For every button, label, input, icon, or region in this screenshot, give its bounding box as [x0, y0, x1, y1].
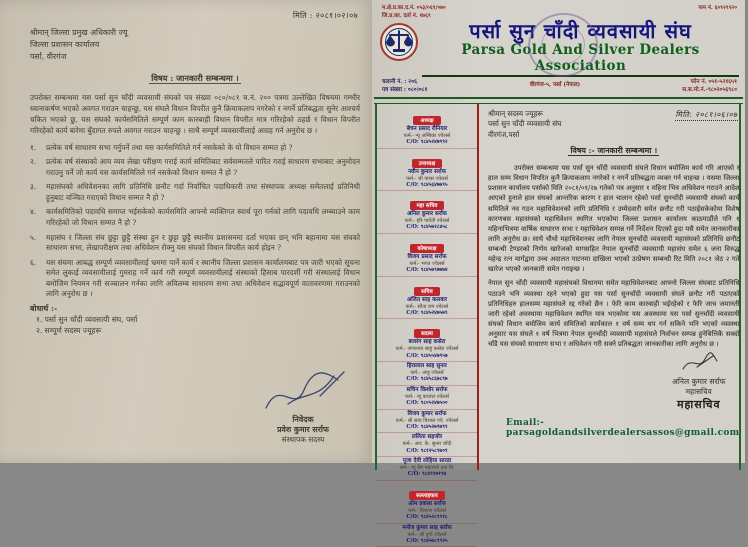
official-entry	[377, 386, 477, 410]
addressee-line: श्रीमान् जिल्ला प्रमुख अधिकारी ज्यू	[30, 28, 128, 37]
point-number: ५.	[30, 232, 37, 242]
signatory-role: संस्थापक सदस्य	[281, 435, 325, 444]
list-item	[30, 258, 360, 300]
list-item	[30, 182, 360, 203]
left-addressee	[30, 27, 360, 63]
signatory-role: महासचिव	[685, 387, 712, 397]
official-firm: फर्म:- श्री दुर्गा ज्वेलर्स	[407, 531, 447, 538]
list-item	[30, 143, 360, 154]
official-name: अजित साह कलवार	[406, 296, 448, 303]
official-firm: फर्म:- न्यू प्रेम महारानी दवा वि.	[399, 465, 455, 472]
officials-sidebar	[377, 104, 479, 544]
signatory-name: अनिल कुमार सर्राफ	[672, 377, 726, 387]
signatory-stamp-text: महासचिव	[676, 398, 721, 412]
reg-line-2: जि.प्र.का. दर्ता नं. १७६९	[382, 13, 431, 19]
right-signature-block	[672, 353, 725, 412]
letter-content-row	[375, 104, 741, 544]
association-name-nepali: पर्सा सुन चाँदी व्यवसायी संघ	[469, 19, 692, 43]
list-item	[30, 233, 360, 254]
official-firm: फर्म:- श्री पारस ज्वेलर्स	[406, 175, 448, 182]
mobile-number: स.स.मो.नं.-९८०२०५६९८०	[682, 87, 737, 94]
official-phone: C/O: ९८४५२४७९९२	[406, 139, 448, 146]
bodharth-line: १. पर्सा सुन चाँदी व्यवसायी संघ, पर्सा	[36, 315, 138, 325]
signature-scribble-icon	[260, 370, 346, 418]
official-phone: C/O: ९८४५७२८४५८	[406, 224, 448, 231]
official-role-badge: सचिव	[414, 287, 439, 296]
letter-paragraph: उपरोक्त सम्बन्धमा यस पर्सा सुन चाँदी व्यवसायी संघले विधान बमोजिम कार्य गरि आएको र हाल सम्म विधान विपरित कुनै क्रियाकलाप नगरेको र नगर्ने प्रतिबद्धता व्यक्त गर्न चाहन्छ । यसमा जिल्ला प्रशासन कार्यालय पर्साको मिति २०८१/०१/२७ गतेको पत्र अनुसार १ महिना भित्र अधिवेशन गराउने आदेश आएको हुनाले हाल संघको आन्तरिक कारण र हाल चालान रहेको पर्सा सुनचाँदी व्यवसायी संघको कार्य समितिले नव गठन महाधिवेशनको लागि प्रतिनिधि र उम्मेदवारी समेत छनौट गरी पठाईसकेकोमा विशेष कारणबस महासंघको महाधिवेशन स्थगित भएकोमा जिल्ला प्रशासन कार्यालय काठमाडौंले पनि १ महिनाभित्रमा वार्षिक साधारण सभा र महाधिवेशन सम्पन्न गर्ने निर्देशन दिएको हुदा यसै समेत जानकारीका लागि अनुरोध छ। साथै चौथो महाधिवेशनका लागि नेपाल सुनचाँदी व्यवसायी महासंघको प्रतिनिधि छनौट सम्बन्धी टेण्डरको निर्णय खारेजको मागसहित नेपाल सुनचाँदी व्यवसायी महासंघ समेत ६ जना विरुद्ध महेन्द्र रत्न मार्गद्वारा उच्च अदालत पाटनमा दाखिला भएको उत्प्रेषण सम्बन्धी रिट मिति २०८१ जेठ २ गते खारेज भएको जानकारी समेत गराइन्छ ।	[488, 164, 740, 274]
addressee-line: श्रीमान् सदस्य ज्यूहरू	[488, 108, 543, 118]
official-role-badge: सल्लाहकार	[409, 491, 445, 500]
official-firm: फर्म:- भगत ज्वेलर्स	[409, 260, 445, 267]
bodharth-title: बोधार्थ :-	[30, 304, 58, 314]
official-entry	[377, 191, 477, 234]
header-divider-rule	[374, 97, 743, 104]
point-number: ६.	[30, 257, 37, 267]
official-entry	[377, 524, 477, 547]
official-role-badge: सदस्य	[414, 329, 440, 338]
official-name: बेचन प्रसाद रौनियार	[406, 125, 448, 132]
official-name: विजय प्रसाद सर्राफ	[407, 253, 447, 260]
official-name: बजरंग साह कसेरा	[408, 339, 446, 346]
signatory-name: प्रवेश कुमार सर्राफ	[277, 425, 329, 434]
left-intro-paragraph: उपरोक्त सम्बन्धमा यस पर्सा सुन चाँदी व्यवसायी संघको पत्र संख्या ०८०/०८१ च.नं. २०० पत्रमा उल्लेखित विषयमा गम्भीर ध्यानाकर्षण भएको अवगत गराउन चाहन्छु, यस संघले विधान विपरीत कुनै क्रियाकलाप नगरेको र नगर्ने प्रतिबद्धता सुनेर आश्चर्य चकित भएको छु, यस संघको कार्यसमितिले सम्पूर्ण काम कारबाही विधान विपरीत मात्र गरिरहेको ठहर्छ र विधान विपरीत गरिरहेको कार्य बारेमा बुँदागत रुपले अवगत गराउन चाहन्छु । साथै सम्पूर्ण व्यवसायीलाई आग्रह गर्न अनुरोध छ ।	[30, 93, 360, 136]
official-name: ओम प्रकाश सर्राफ	[408, 500, 446, 507]
official-name: पूजा देवी लोहिया सारडा	[402, 458, 452, 465]
official-entry	[377, 106, 477, 149]
signature-scribble-icon	[672, 353, 725, 377]
official-name: विजय कुमार सर्राफ	[407, 410, 447, 417]
association-address: वीरगंज-५, पर्सा (नेपाल)	[529, 82, 581, 88]
addressee-line: पर्सा, वीरगंज	[30, 52, 67, 62]
official-firm: फर्म:- अंजु ज्वेलर्स	[410, 370, 444, 377]
official-phone: C/O: ९८१२५८९७०९	[406, 447, 448, 454]
official-name: मनोज कुमार साह सर्राफ	[402, 524, 452, 531]
official-entry	[377, 433, 477, 457]
official-phone: C/O: ९८४५८६७८९७	[406, 376, 448, 383]
right-letterhead-page	[372, 0, 745, 544]
official-phone: C/O: ९८४५२४७५७९	[406, 309, 448, 316]
official-entry	[377, 481, 477, 524]
chalani-number: चलानी नं. : २०६	[382, 79, 418, 85]
official-phone: C/O: ९८४५२८९९१८	[406, 514, 448, 521]
right-paragraphs	[488, 163, 740, 349]
official-entry	[377, 362, 477, 386]
official-role-badge: अध्यक्ष	[413, 116, 440, 125]
left-signature-block	[260, 370, 346, 445]
official-firm: फर्म:- हरि पार्वती ज्वेलर्स	[404, 218, 450, 225]
official-role-badge: कोषाध्यक्ष	[410, 244, 443, 253]
official-name: हिरालाल साह सुनार	[407, 363, 447, 370]
official-phone: C/O: ९८४९९७१९७	[407, 471, 447, 478]
official-phone: C/O: ९८४५५४७९५७	[406, 352, 448, 359]
signature-label: निवेदक	[292, 414, 314, 424]
official-entry	[377, 457, 477, 481]
registration-numbers	[382, 3, 446, 19]
reg-line-1: म.क्षे.प्र.का.द.नं. ०५३/०६९/०७०	[382, 5, 446, 11]
official-phone: C/O: ९८४५७८९९२५	[406, 537, 448, 544]
official-name: सचिन किशोर सर्राफ	[406, 386, 448, 393]
right-subject: विषय :- जानकारी सम्बन्धमा ।	[570, 146, 658, 156]
official-role-badge: उपाध्यक्ष	[412, 159, 442, 168]
association-logo-icon	[378, 22, 422, 66]
letterhead-meta-row	[372, 77, 745, 97]
official-firm: फर्म:- न्यू काजल ज्वेलर्स	[404, 393, 449, 400]
point-number: ४.	[30, 207, 37, 217]
point-text: महासंघ र जिल्ला संघ छुट्टा छुट्टै संस्था हुन र छुट्टा छुट्टै स्थानीय प्रशासनमा दर्ता भएका छन् भनि बहानामा यस संघको साधारण सभा, लेखापरीक्षण तथा अधिवेशन रोक्नु यस संघको विधान विपरीत कार्य होइन ?	[46, 232, 360, 253]
official-entry	[377, 319, 477, 362]
official-entry	[377, 149, 477, 192]
official-firm: फर्म:- विशाल ज्वेलर्स	[408, 507, 446, 514]
addressee-line: जिल्ला प्रशासन कार्यालय	[30, 40, 100, 50]
letter-number: पत्र संख्या : ०८०।०८१	[382, 87, 428, 94]
left-points-list	[30, 143, 360, 301]
association-name-english: Parsa Gold And Silver Dealers Association	[422, 42, 739, 77]
point-number: २.	[30, 157, 37, 167]
addressee-line: वीरगंज,पर्सा	[488, 129, 520, 139]
point-text: कार्यसमितिको पदावधि समाप्त भईसकेको कार्यसमिति आफ्नो व्यक्तिगत स्वार्थ पूरा गर्नको लागि पदावधि लम्ब्याउने काम गरिरहेको जो विधान सम्मत नै हो ?	[46, 207, 360, 228]
official-firm: फर्म:- सीता राम ज्वेलर्स	[405, 303, 449, 310]
official-phone: C/O: ९८०५२४७५००	[406, 400, 448, 407]
list-item	[30, 157, 360, 178]
addressee-line: पर्सा सुन चाँदी व्यवसायी संघ	[488, 119, 562, 129]
bodharth-list	[30, 314, 360, 337]
official-name: नवीन कुमार सर्राफ	[408, 168, 446, 175]
official-entry	[377, 410, 477, 434]
left-subject: विषय : जानकारी सम्बन्धमा ।	[151, 73, 239, 84]
official-name: अनिल कुमार सर्राफ	[407, 211, 447, 218]
email-line: Email:- parsagoldandsilverdealersassos@gmail.com	[506, 418, 740, 439]
letterhead-header	[372, 19, 745, 77]
pan-number: पान नं. ६०९२९९२०	[698, 5, 737, 11]
point-text: प्रत्येक वर्ष साधारण सभा गर्नुपर्ने तथा यस कार्यसमितिले गर्न नसकेको के यो विधान सम्मत हो ?	[46, 142, 293, 152]
left-date: मिति : २०८१।०२।०७	[292, 11, 358, 20]
point-number: १.	[30, 142, 37, 152]
point-text: यस संघमा आबद्ध सम्पूर्ण व्यवसायीलाई भ्रममा पार्ने कार्य र स्थानीय जिल्ला प्रशासन कार्यालयबाट पत्र जारी भएको सूचना समेत लुकाई व्यवसायीलाई गुमराह गर्ने कार्य गरी सम्पूर्ण व्यवसायीलाई संस्थाको हिसाब पारदर्शी गरी संस्थालाई विधान बमोजिम नियमन गरी सञ्चालन गर्नका लागि अविलम्ब साधारण सभा तथा अधिवेशन सद्भावपूर्ण वातावरणमा गराउनको लागि अनुरोध छ ।	[46, 257, 360, 299]
phone-number: फोन नं. ०५१-५२१६५१	[690, 79, 737, 85]
official-firm: फर्म:- न्यू अम्बिका ज्वेलर्स	[403, 132, 451, 139]
left-letter-page	[0, 0, 372, 463]
official-phone: C/O: ९८४५६४७७९५	[406, 181, 448, 188]
point-text: महासंघको अधिवेशनका लागि प्रतिनिधि छनौट गर्दा निर्वाचित पदाधिकारी तथा संस्थापक अध्यक्ष समेतलाई प्रतिनिधी हुनुबाट वञ्चित गराएको विधान सम्मत नै हो ?	[46, 182, 360, 202]
point-text: प्रत्येक वर्ष संस्थाको आय व्यय लेखा परीक्षण गराई कार्य समितिबाट सर्वसम्मतले पारित गराई साधारण सभाबाट अनुमोदन गराउनु पर्ने जो कार्य यस कार्यसमितिले गर्न नसकेको विधान सम्मत नै हो ?	[46, 157, 360, 177]
bodharth-line: २. सम्पूर्ण सदस्य ज्यूहरू	[36, 326, 102, 336]
official-name: ललिता सहजोर	[411, 434, 443, 441]
list-item	[30, 207, 360, 228]
official-entry	[377, 277, 477, 320]
contact-numbers	[682, 78, 737, 95]
official-phone: C/O: ९८४५२७९७९९	[406, 423, 448, 430]
dispatch-numbers	[382, 78, 428, 95]
point-number: ३.	[30, 182, 37, 192]
official-entry	[377, 234, 477, 277]
letter-paragraph: नेपाल सुन चाँदी व्यवसायी महासंघको विधानमा समेत महाधिवेशनबाट आफ्नो जिल्ला संघबाट प्रतिनिधि पठाउने भनि व्यवस्था रहने भएको हुदा यस पर्सा सुनचाँदी व्यवसायी संघले छनौट गरी पठाएको प्रतिनिधिहरु हालसम्म महासंघले रद्द गरेको छैन । फेरि काम कारबाही भईरहेको र फेरि जाच जमानती जारी रहेको अवस्थामा महाधिवेशन स्थगित मात्र भएकोमा यस अवस्थामा यस पर्सा सुनचाँदी व्यवसायी संघको विधान बमोजिम कार्य समितिको कार्यकाल १ वर्ष सम्म थप गर्न सकिने भनि भएको व्यवस्था अनुसार यस संघले १ वर्ष भित्रमा नेपाल सुनचाँदी व्यवसायी महासंघले निर्वाचन सम्पन्न हुनेबित्तिकै सक्दो चाँडै यस संघको साधारण सभा र अधिवेशन गरी सक्ने प्रतिबद्धता जानकारीका लागि अनुरोध छ ।	[488, 279, 740, 349]
right-date: मिति: २०८१।०६।०७	[675, 109, 738, 119]
official-firm: फर्म:- जगरनाथ साहु कसेरा ज्वेलर्स	[395, 346, 459, 353]
official-role-badge: महा सचिव	[410, 201, 445, 210]
official-firm: फर्म:- आर. के. सुनार चाँदी	[402, 441, 452, 448]
official-phone: C/O: ९८४५७९७७७४	[406, 267, 448, 274]
letter-body	[479, 104, 748, 470]
official-firm: फर्म:- श्री सत्य विशाल ज्वे. ज्वेलर्स	[395, 417, 459, 424]
